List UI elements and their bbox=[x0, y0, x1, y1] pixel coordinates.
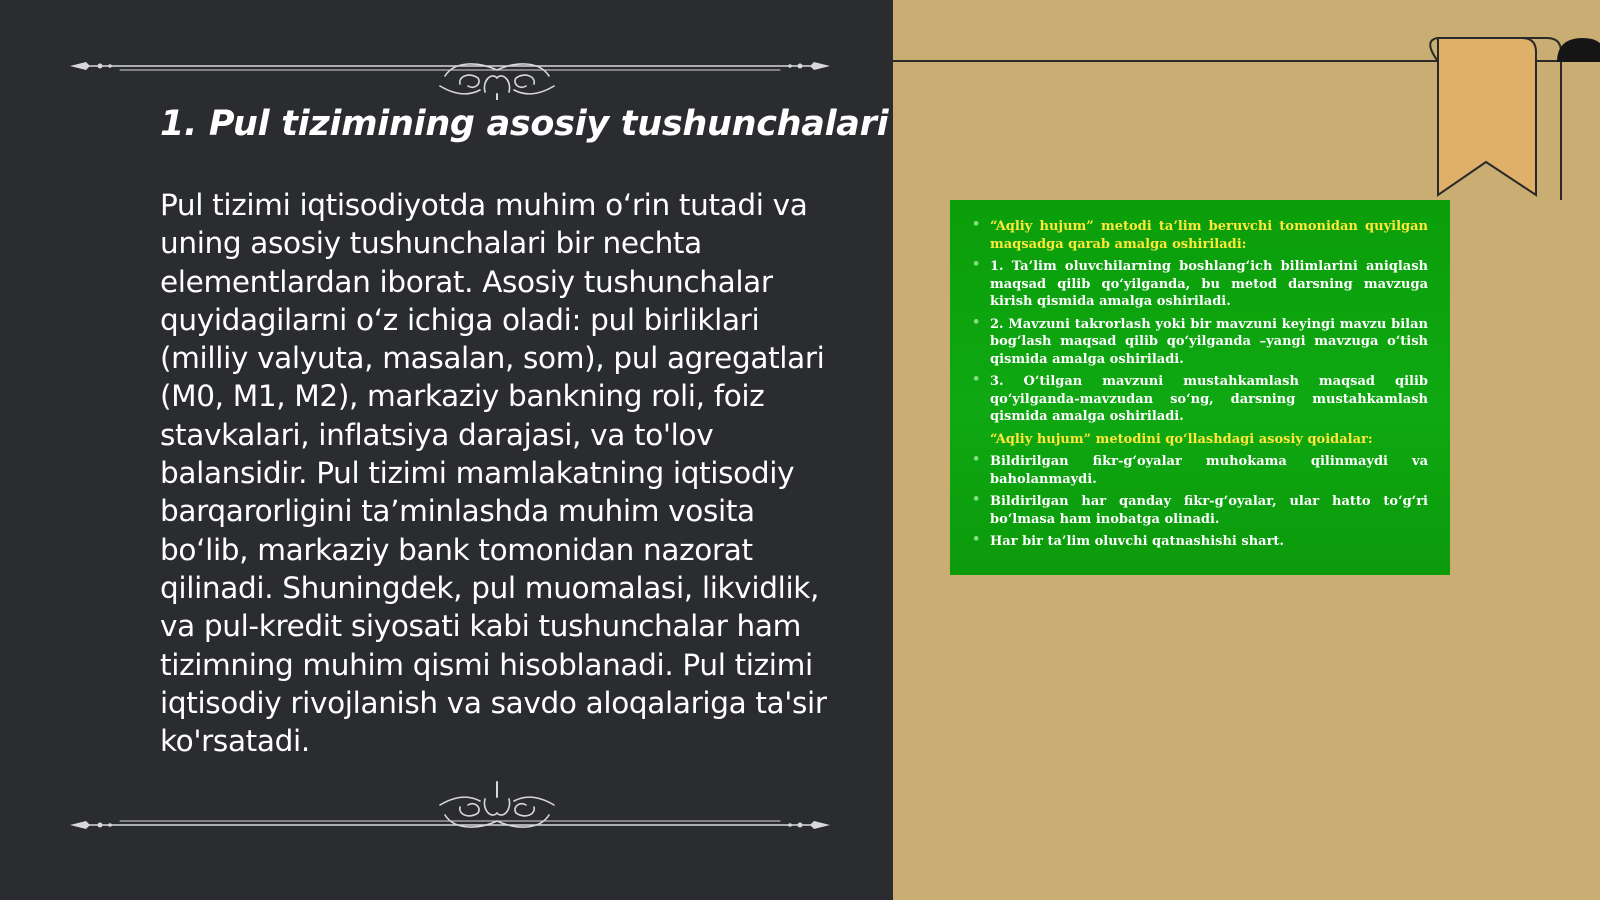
rules-heading bbox=[970, 431, 1428, 449]
bullet-icon: • bbox=[972, 492, 981, 507]
flourish-divider-top-icon bbox=[60, 40, 840, 100]
list-item bbox=[970, 373, 1428, 426]
list-item bbox=[970, 316, 1428, 369]
bullet-icon: • bbox=[972, 532, 981, 547]
list-item bbox=[970, 493, 1428, 528]
bullet-icon: • bbox=[972, 217, 981, 232]
bullet-icon: • bbox=[972, 372, 981, 387]
list-item bbox=[970, 218, 1428, 253]
list-item-text: 1. Ta’lim oluvchilarning boshlang‘ich bilimlarini aniqlash maqsad qilib qo‘yilganda, bu metod darsning mavzuga kirish qismida amalga oshiriladi. bbox=[990, 259, 1428, 309]
list-item bbox=[970, 533, 1428, 551]
flourish-divider-bottom-icon bbox=[60, 770, 840, 830]
list-item bbox=[970, 453, 1428, 488]
bullet-icon: • bbox=[972, 314, 981, 330]
bullet-icon: • bbox=[972, 257, 981, 272]
bookmark-ribbon-icon bbox=[893, 0, 1600, 220]
body-paragraph: Pul tizimi iqtisodiyotda muhim o‘rin tutadi va uning asosiy tushunchalari bir nechta elementlardan iborat. Asosiy tushunchalar quyidagilarni o‘z ichiga oladi: pul birliklari (milliy valyuta, masalan, som), pul agregatlari (M0, M1, M2), markaziy bankning roli, foiz stavkalari, inflatsiya darajasi, va to'lov balansidir. Pul tizimi mamlakatning iqtisodiy barqarorligini ta’minlashda muhim vosita bo‘lib, markaziy bank tomonidan nazorat qilinadi. Shuningdek, pul muomalasi, likvidlik, va pul-kredit siyosati kabi tushunchalar ham tizimning muhim qismi hisoblanadi. Pul tizimi iqtisodiy rivojlanish va savdo aloqalariga ta'sir ko'rsatadi. bbox=[160, 188, 827, 759]
bullet-icon: • bbox=[972, 452, 981, 467]
list-item-text: Bildirilgan fikr-g‘oyalar muhokama qilinmaydi va baholanmaydi. bbox=[990, 454, 1428, 487]
slide-title: 1. Pul tizimining asosiy tushunchalari bbox=[160, 104, 889, 144]
list-item-text: 3. O‘tilgan mavzuni mustahkamlash maqsad qilib qo‘yilganda-mavzudan so‘ng, darsning mustahkamlash qismida amalga oshiriladi. bbox=[990, 374, 1428, 424]
list-item-text: “Aqliy hujum” metodi ta’lim beruvchi tomonidan quyilgan maqsadga qarab amalga oshiriladi: bbox=[990, 219, 1428, 252]
list-item-text: Bildirilgan har qanday fikr-g‘oyalar, ular hatto to‘g‘ri bo‘lmasa ham inobatga olinadi. bbox=[990, 494, 1428, 527]
list-item-text: 2. Mavzuni takrorlash yoki bir mavzuni keyingi mavzu bilan bog‘lash maqsad qilib qo‘yilganda –yangi mavzuga o‘tish qismida amalga oshiriladi. bbox=[990, 316, 1428, 367]
list-item-text: Har bir ta’lim oluvchi qatnashishi shart. bbox=[990, 534, 1284, 549]
list-item bbox=[970, 258, 1428, 311]
brainstorm-method-box bbox=[950, 200, 1450, 575]
rules-heading-text: “Aqliy hujum” metodini qo‘llashdagi asosiy qoidalar: bbox=[990, 431, 1373, 447]
brainstorm-list bbox=[970, 218, 1428, 551]
